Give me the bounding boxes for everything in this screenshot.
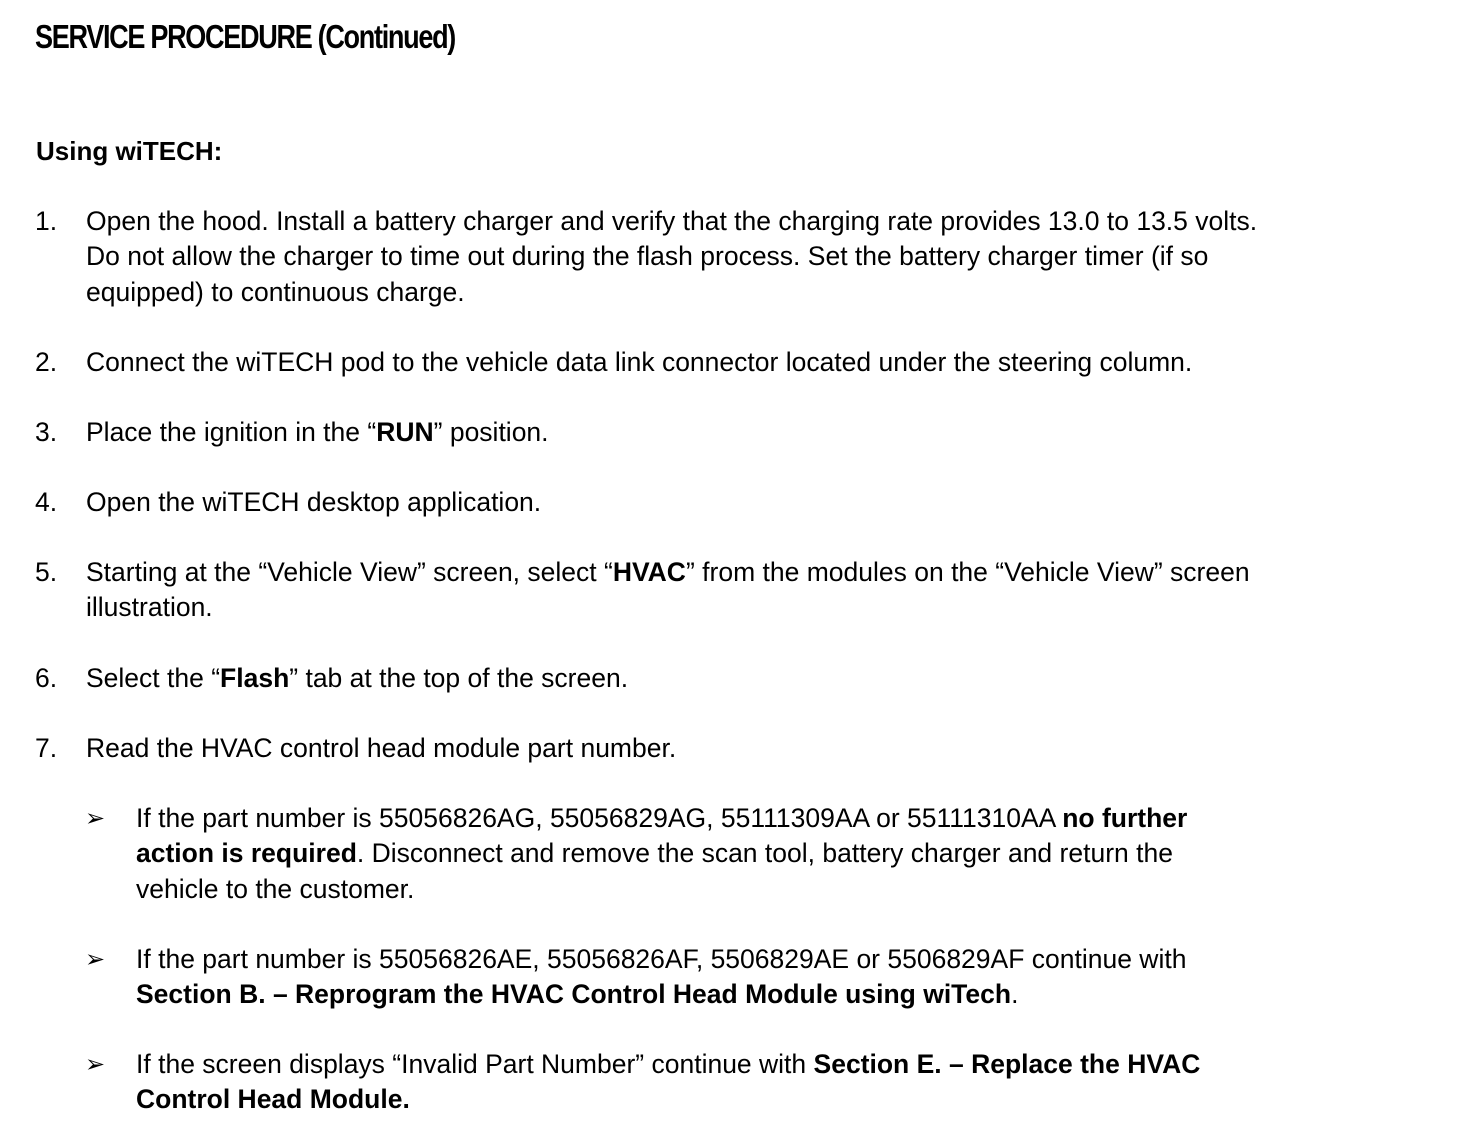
step-text: Open the hood. Install a battery charger and verify that the charging rate provides 13.0 to 13.5 volts. Do not allow the charger to time out during the flash process. Set the battery charger timer (if so equipped) to continuous charge. [86, 206, 1258, 307]
step-text: Read the HVAC control head module part number. [86, 733, 677, 763]
section-subheading: Using wiTECH: [36, 136, 223, 166]
step-text: Select the “Flash” tab at the top of the screen. [86, 663, 629, 693]
step-text: Place the ignition in the “RUN” position. [86, 417, 549, 447]
arrow-bullet-icon: ➢ [85, 805, 106, 832]
bullet-text: If the part number is 55056826AG, 55056829AG, 55111309AA or 55111310AA no further action is required. Disconnect and remove the scan tool, battery charger and return the vehicle to the customer. [136, 803, 1188, 904]
step-number: 3. [35, 417, 58, 447]
arrow-bullet-icon: ➢ [85, 946, 106, 973]
bullet-text: If the part number is 55056826AE, 55056826AF, 5506829AE or 5506829AF continue with Section B. – Reprogram the HVAC Control Head Module using wiTech. [136, 944, 1187, 1010]
page-title: SERVICE PROCEDURE (Continued) [35, 18, 455, 55]
bullet-text: If the screen displays “Invalid Part Number” continue with Section E. – Replace the HVAC Control Head Module. [136, 1049, 1201, 1115]
step-number: 5. [35, 557, 58, 587]
step-number: 6. [35, 663, 58, 693]
step-text: Open the wiTECH desktop application. [86, 487, 542, 517]
arrow-bullet-icon: ➢ [85, 1051, 106, 1078]
step-number: 2. [35, 347, 58, 377]
step-text: Starting at the “Vehicle View” screen, select “HVAC” from the modules on the “Vehicle View” screen illustration. [86, 557, 1250, 623]
step-number: 1. [35, 206, 58, 236]
step-text: Connect the wiTECH pod to the vehicle data link connector located under the steering column. [86, 347, 1193, 377]
step-number: 4. [35, 487, 58, 517]
step-number: 7. [35, 733, 58, 763]
